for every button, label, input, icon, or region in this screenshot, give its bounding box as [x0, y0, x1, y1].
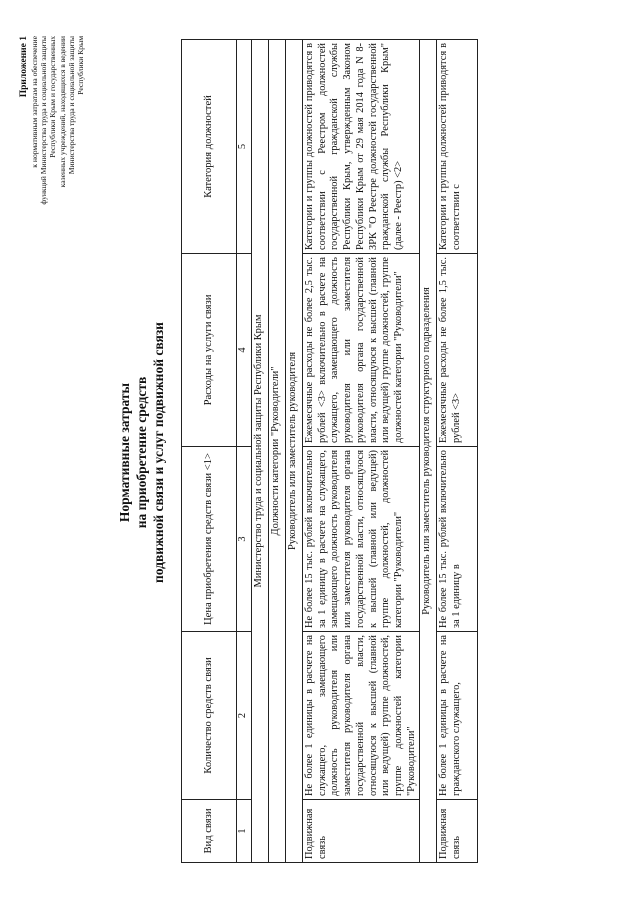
header-cell: Категория должностей [182, 40, 237, 254]
title-line: Нормативные затраты [117, 382, 132, 523]
appendix-line: Республики Крым и государственных [48, 36, 58, 158]
column-number: 5 [237, 40, 252, 254]
cell-type [437, 800, 478, 863]
section-row [269, 40, 286, 863]
cell-text: Не более 1 единицы в расчете на гражданского служащего, [438, 635, 463, 796]
column-number: 1 [237, 800, 252, 863]
cell-quantity [437, 632, 478, 800]
appendix-line: функций Министерства труда и социальной защиты [39, 36, 49, 205]
cell-text: Ежемесячные расходы не более 1,5 тыс. рублей <3> [438, 257, 463, 443]
section-row [252, 40, 269, 863]
section-category: Должности категории "Руководители" [269, 40, 286, 863]
column-number: 4 [237, 254, 252, 447]
column-number-row [237, 40, 252, 863]
appendix-line: Республики Крым [76, 36, 86, 95]
table-row [437, 40, 478, 863]
section-ministry: Министерство труда и социальной защиты Республики Крым [252, 40, 269, 863]
cell-text: Не более 15 тыс. рублей включительно за 1 единицу в [438, 450, 463, 628]
cell-type: Подвижная связь [303, 800, 420, 863]
table-row [303, 40, 420, 863]
cell-category: Категории и группы должностей приводятся в соответствии с Реестром должностей государственной гражданской службы Республики Крым, утвержденным Законом Республики Крым от 29 мая 2014 года N 8-ЗРК "О Реестре должностей государственной гражданской службы Республики Крым" (далее - Реестр) <2> [303, 40, 420, 254]
document-title [116, 40, 167, 865]
cell-text: Категории и группы должностей приводятся в соответствии с [438, 43, 463, 250]
column-number: 2 [237, 632, 252, 800]
appendix-line: к нормативным затратам на обеспечение [30, 36, 39, 168]
cell-quantity: Не более 1 единицы в расчете на служащего, замещающего должность руководителя или заместителя руководителя органа государственной власти, относящуюся к высшей (главной или ведущей) группе должностей, группе должностей категории "Руководители" [303, 632, 420, 800]
cell-services [437, 254, 478, 447]
header-cell: Расходы на услуги связи [182, 254, 237, 447]
appendix-title: Приложение 1 [19, 36, 29, 98]
appendix-line: казенных учреждений, находящихся в ведении [57, 36, 67, 188]
norms-table [181, 39, 478, 863]
header-cell: Количество средств связи [182, 632, 237, 800]
header-cell: Цена приобретения средств связи <1> [182, 447, 237, 632]
section-row [420, 40, 437, 863]
cell-price: Не более 15 тыс. рублей включительно за 1 единицу в расчете на служащего, замещающего должность руководителя или заместителя руководителя органа государственной власти, относящуюся к высшей (главной или ведущей) группе должностей, должностей категории "Руководители" [303, 447, 420, 632]
column-number: 3 [237, 447, 252, 632]
section-structural: Руководитель или заместитель руководителя структурного подразделения [420, 40, 437, 863]
section-head: Руководитель или заместитель руководителя [286, 40, 303, 863]
title-line: на приобретение средств [134, 376, 149, 529]
appendix-note [18, 36, 85, 356]
cell-price [437, 447, 478, 632]
cell-text: Подвижная связь [438, 808, 463, 859]
title-line: подвижной связи и услуг подвижной связи [151, 322, 166, 583]
header-cell: Вид связи [182, 800, 237, 863]
section-row [286, 40, 303, 863]
header-row [182, 40, 237, 863]
cell-services: Ежемесячные расходы не более 2,5 тыс. рублей <3> включительно в расчете на служащего, замещающего должность руководителя или заместителя руководителя органа государственной власти, относящуюся к высшей (главной или ведущей) группе должностей, группе должностей категории "Руководители" [303, 254, 420, 447]
appendix-line: Министерства труда и социальной защиты [66, 36, 76, 175]
cell-category [437, 40, 478, 254]
